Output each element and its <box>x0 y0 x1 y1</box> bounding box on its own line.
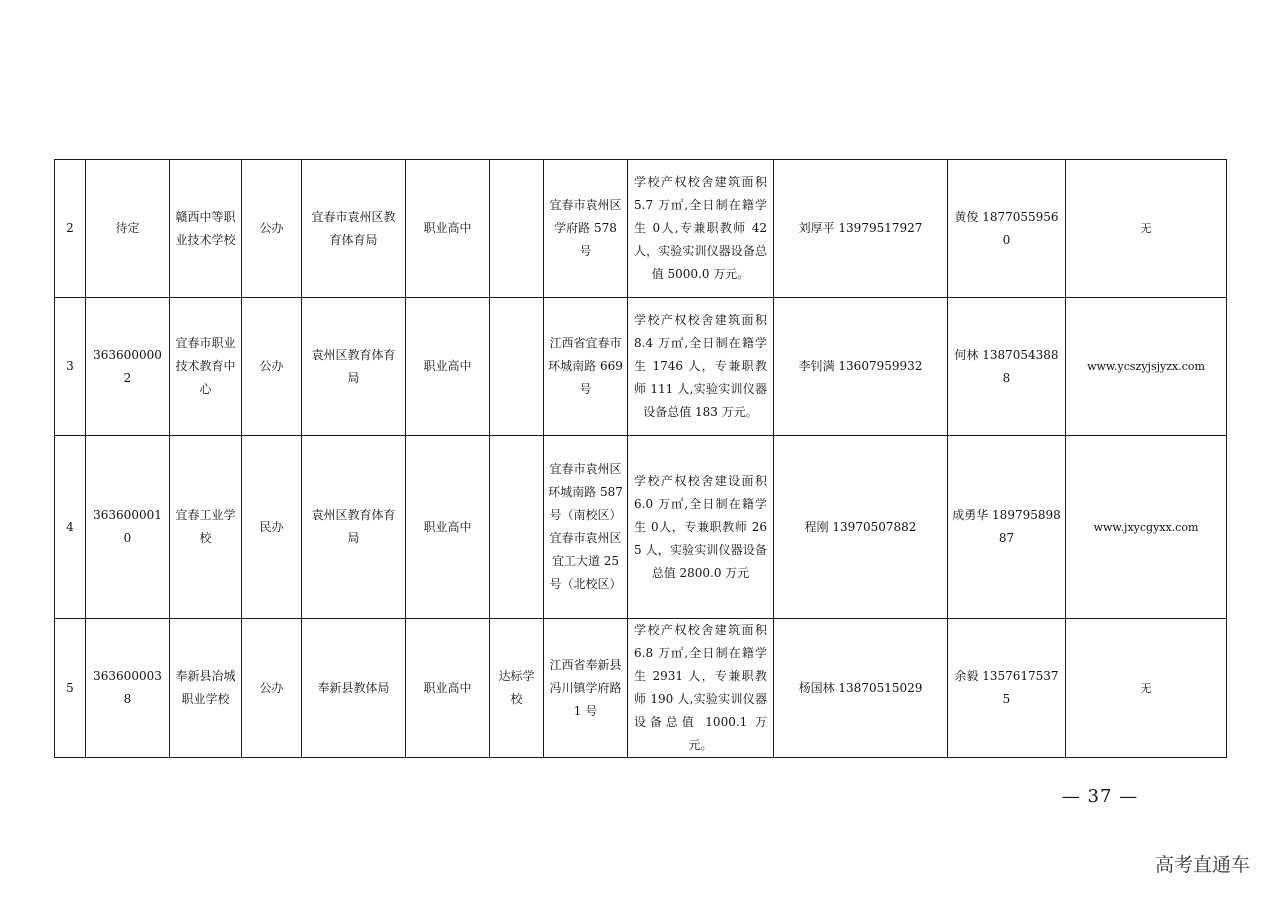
code-cell: 3636000038 <box>86 619 170 758</box>
schools-table <box>54 159 1227 758</box>
watermark-text: 高考直通车 <box>1154 854 1250 876</box>
nature-cell: 公办 <box>242 160 302 298</box>
conditions-cell: 学校产权校舍建设面积 6.0 万㎡,全日制在籍学生 0人，专兼职教师 265 人，实验实训仪器设备总值 2800.0 万元 <box>628 436 774 619</box>
level-cell: 职业高中 <box>406 298 490 436</box>
website-cell: www.ycszyjsjyzx.com <box>1066 298 1227 436</box>
address-cell: 宜春市袁州区学府路 578 号 <box>544 160 628 298</box>
table-row <box>55 298 1227 436</box>
code-cell: 待定 <box>86 160 170 298</box>
school-name-cell: 宜春市职业技术教育中心 <box>170 298 242 436</box>
legal-rep-cell: 杨国林 13870515029 <box>774 619 948 758</box>
code-cell: 3636000010 <box>86 436 170 619</box>
standard-cell <box>490 436 544 619</box>
authority-cell: 袁州区教育体育局 <box>302 436 406 619</box>
authority-cell: 袁州区教育体育局 <box>302 298 406 436</box>
address-cell: 宜春市袁州区环城南路 587 号（南校区）宜春市袁州区宜工大道 25 号（北校区） <box>544 436 628 619</box>
legal-rep-cell: 程刚 13970507882 <box>774 436 948 619</box>
nature-cell: 民办 <box>242 436 302 619</box>
level-cell: 职业高中 <box>406 160 490 298</box>
website-cell: 无 <box>1066 160 1227 298</box>
nature-cell: 公办 <box>242 619 302 758</box>
legal-rep-cell: 刘厚平 13979517927 <box>774 160 948 298</box>
standard-cell: 达标学校 <box>490 619 544 758</box>
contact-cell: 何林 13870543888 <box>948 298 1066 436</box>
table-row <box>55 619 1227 758</box>
nature-cell: 公办 <box>242 298 302 436</box>
page-number: — 37 — <box>1061 786 1139 807</box>
level-cell: 职业高中 <box>406 436 490 619</box>
contact-cell: 成勇华 18979589887 <box>948 436 1066 619</box>
seq-cell: 5 <box>55 619 86 758</box>
website-cell: www.jxycgyxx.com <box>1066 436 1227 619</box>
standard-cell <box>490 298 544 436</box>
seq-cell: 2 <box>55 160 86 298</box>
code-cell: 3636000002 <box>86 298 170 436</box>
school-name-cell: 奉新县冶城职业学校 <box>170 619 242 758</box>
conditions-cell: 学校产权校舍建筑面积 6.8 万㎡,全日制在籍学生 2931 人，专兼职教师 190 人,实验实训仪器设备总值 1000.1 万元。 <box>628 619 774 758</box>
address-cell: 江西省宜春市环城南路 669 号 <box>544 298 628 436</box>
contact-cell: 黄俊 18770559560 <box>948 160 1066 298</box>
conditions-cell: 学校产权校舍建筑面积 8.4 万㎡,全日制在籍学生 1746 人，专兼职教师 111 人,实验实训仪器设备总值 183 万元。 <box>628 298 774 436</box>
conditions-cell: 学校产权校舍建筑面积 5.7 万㎡,全日制在籍学生 0人,专兼职教师 42人，实验实训仪器设备总值 5000.0 万元。 <box>628 160 774 298</box>
school-name-cell: 赣西中等职业技术学校 <box>170 160 242 298</box>
table-row <box>55 160 1227 298</box>
contact-cell: 余毅 13576175375 <box>948 619 1066 758</box>
authority-cell: 宜春市袁州区教育体育局 <box>302 160 406 298</box>
table-row <box>55 436 1227 619</box>
legal-rep-cell: 李钊满 13607959932 <box>774 298 948 436</box>
address-cell: 江西省奉新县冯川镇学府路 1 号 <box>544 619 628 758</box>
seq-cell: 4 <box>55 436 86 619</box>
level-cell: 职业高中 <box>406 619 490 758</box>
school-name-cell: 宜春工业学校 <box>170 436 242 619</box>
standard-cell <box>490 160 544 298</box>
authority-cell: 奉新县教体局 <box>302 619 406 758</box>
website-cell: 无 <box>1066 619 1227 758</box>
seq-cell: 3 <box>55 298 86 436</box>
